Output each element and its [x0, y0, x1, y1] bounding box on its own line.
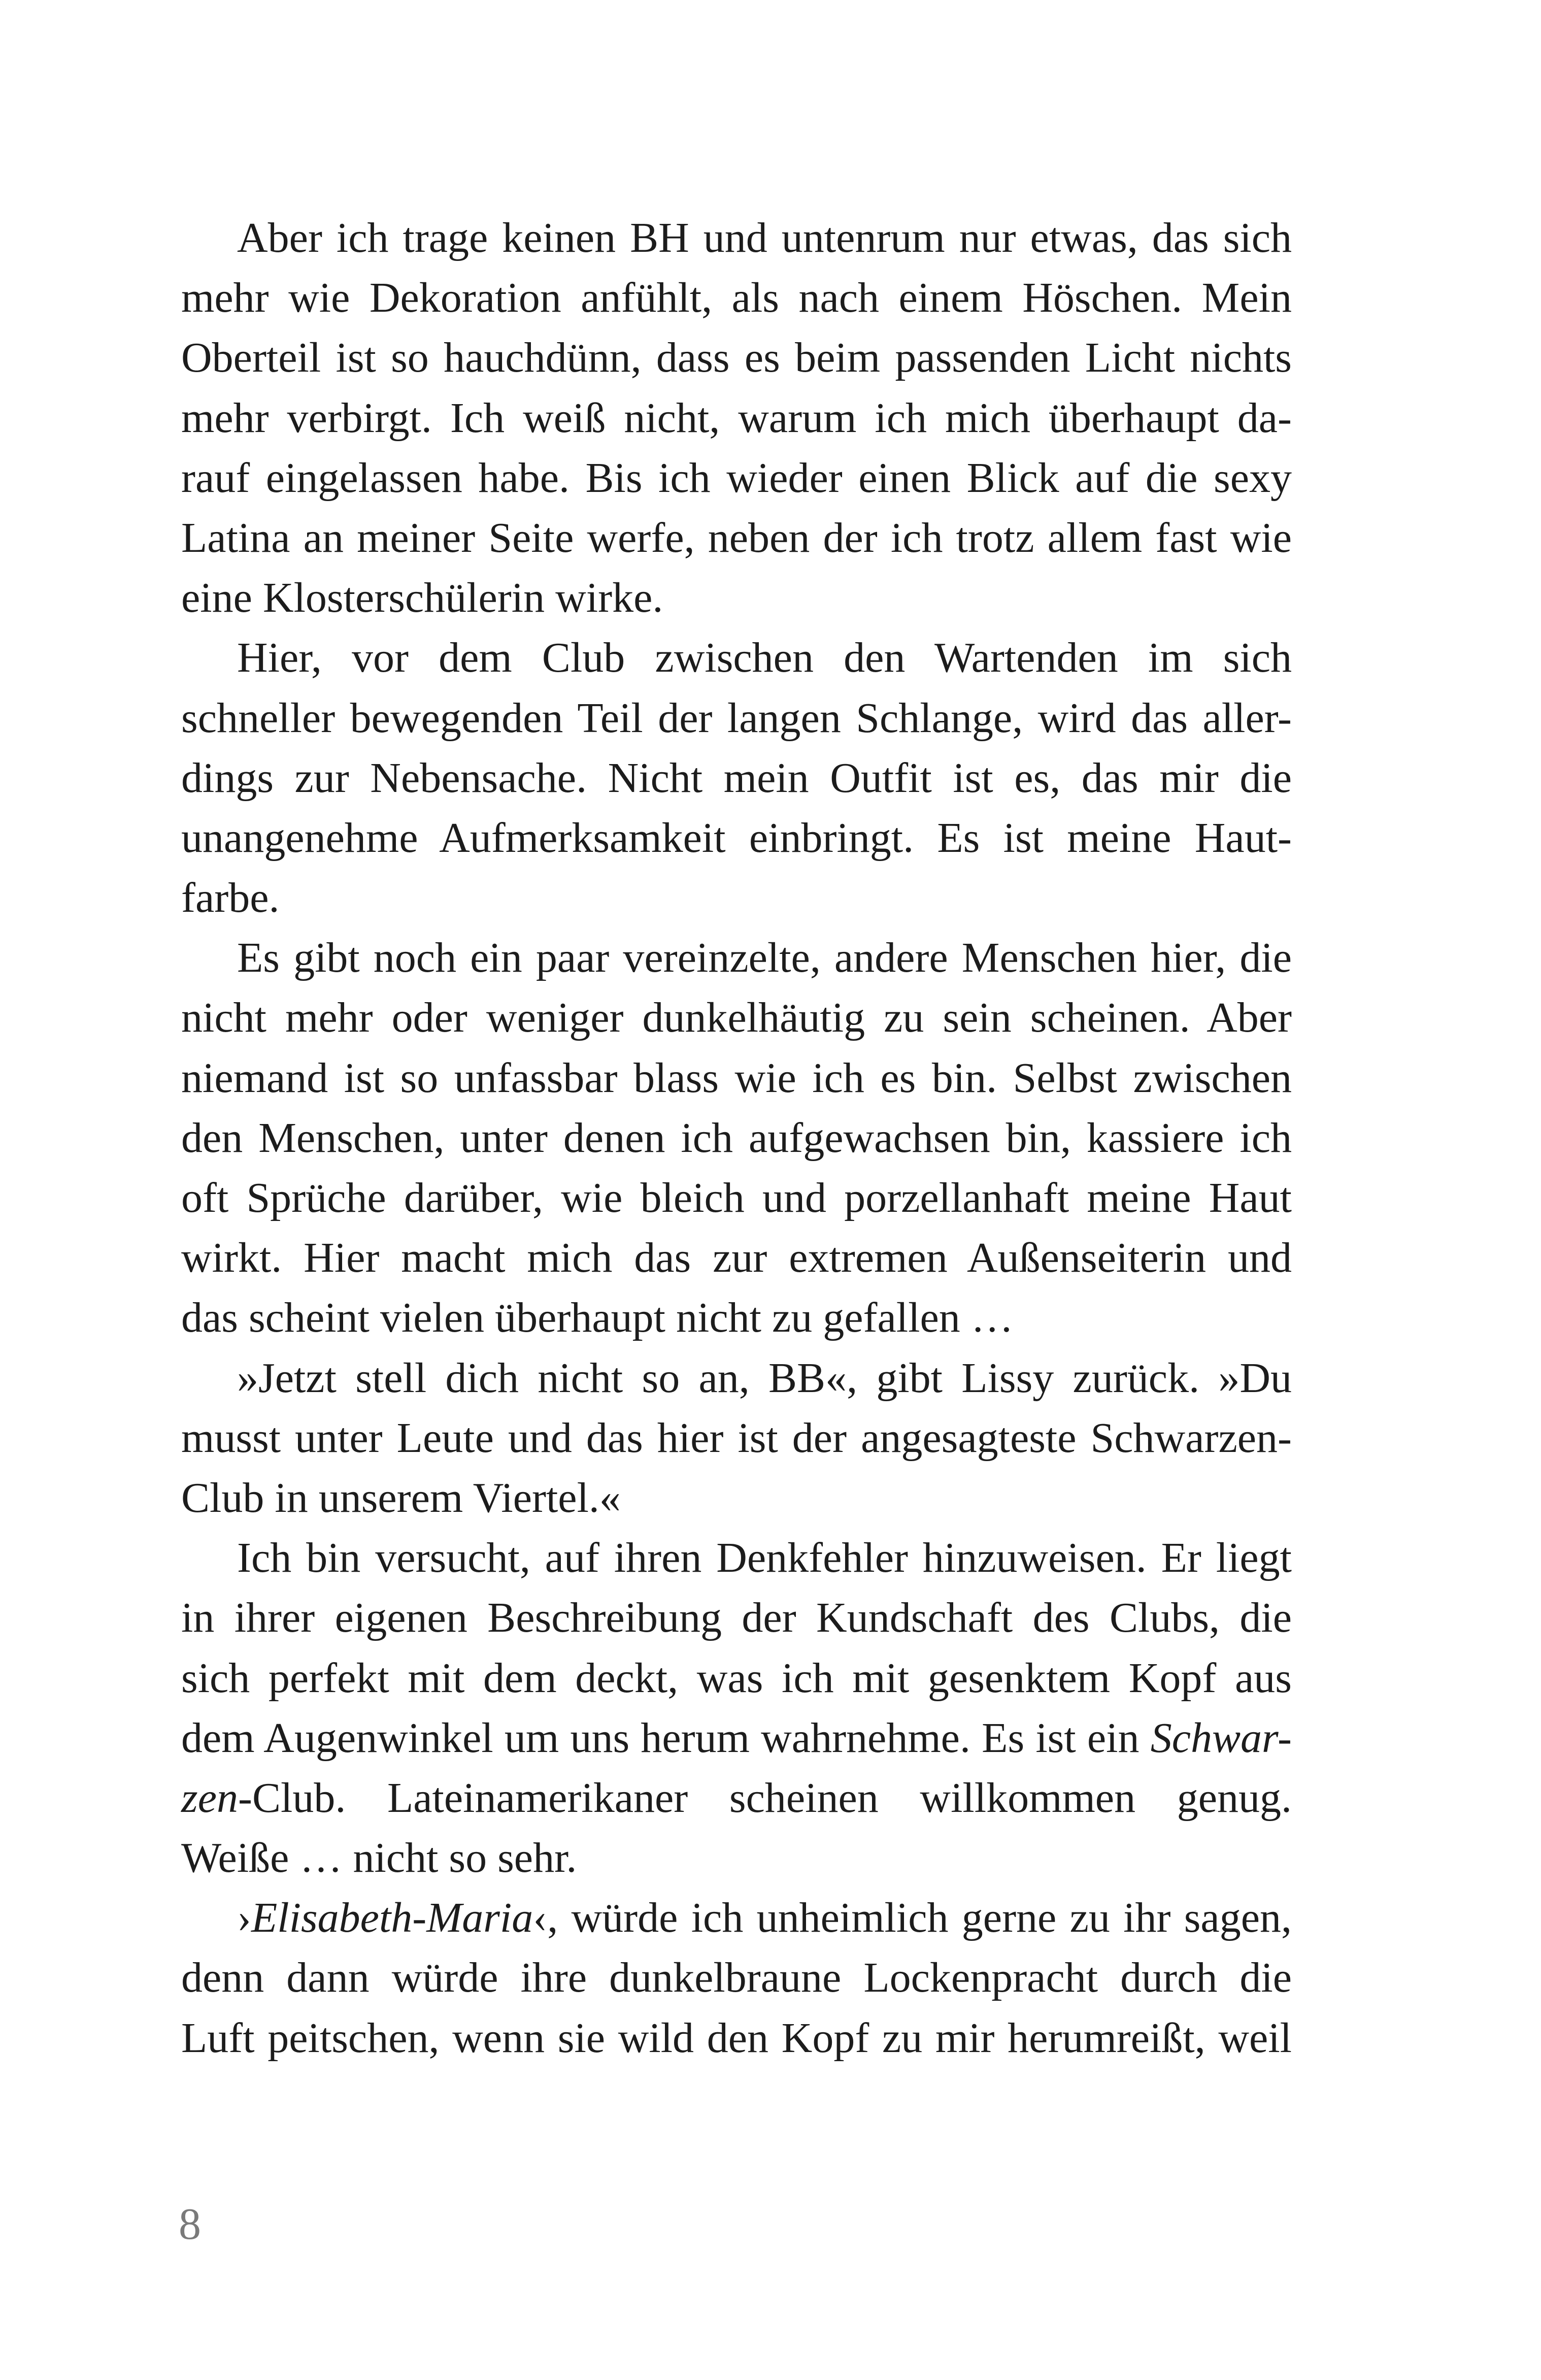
text-line: [181, 688, 1292, 748]
text-line: [181, 1108, 1292, 1168]
text-line: [181, 388, 1292, 448]
text-line: [181, 568, 1292, 628]
text-line: [181, 328, 1292, 388]
text-line: [181, 748, 1292, 808]
italic-text: Schwar-: [1150, 1714, 1292, 1762]
text-line: [181, 1648, 1292, 1708]
text-line: [181, 808, 1292, 868]
text-run: nicht mehr oder weniger dunkelhäutig zu sein scheinen. Aber: [181, 994, 1292, 1042]
text-line: [181, 1528, 1292, 1588]
text-line: [181, 628, 1292, 688]
text-run: wirkt. Hier macht mich das zur extremen Außenseiterin und: [181, 1234, 1292, 1282]
text-line: [181, 1948, 1292, 2008]
text-run: eine Klosterschülerin wirke.: [181, 574, 663, 622]
text-run: dings zur Nebensache. Nicht mein Outfit ist es, das mir die: [181, 754, 1292, 802]
text-run: das scheint vielen überhaupt nicht zu gefallen …: [181, 1294, 1014, 1342]
text-line: [181, 1768, 1292, 1828]
text-run: Luft peitschen, wenn sie wild den Kopf zu mir herumreißt, weil: [181, 2014, 1292, 2062]
text-line: [181, 1828, 1292, 1888]
text-line: [181, 1288, 1292, 1348]
text-line: [181, 1348, 1292, 1408]
text-run: oft Sprüche darüber, wie bleich und porzellanhaft meine Haut: [181, 1174, 1292, 1221]
italic-text: Elisabeth-Maria: [251, 1894, 533, 1942]
text-line: [181, 2008, 1292, 2068]
italic-text: zen: [181, 1774, 238, 1822]
text-run: in ihrer eigenen Beschreibung der Kundschaft des Clubs, die: [181, 1594, 1292, 1642]
text-line: [181, 208, 1292, 268]
text-run: »Jetzt stell dich nicht so an, BB«, gibt Lissy zurück. »Du: [237, 1354, 1292, 1402]
text-line: [181, 268, 1292, 328]
text-run: den Menschen, unter denen ich aufgewachsen bin, kassiere ich: [181, 1114, 1292, 1162]
text-run: Aber ich trage keinen BH und untenrum nur etwas, das sich: [237, 214, 1292, 261]
text-line: [181, 1708, 1292, 1768]
text-run: musst unter Leute und das hier ist der angesagteste Schwarzen-: [181, 1414, 1292, 1462]
text-line: [181, 508, 1292, 568]
text-line: [181, 1408, 1292, 1468]
text-run: -Club. Lateinamerikaner scheinen willkommen genug.: [238, 1774, 1292, 1822]
text-run: niemand ist so unfassbar blass wie ich es bin. Selbst zwischen: [181, 1054, 1292, 1102]
text-run: sich perfekt mit dem deckt, was ich mit gesenktem Kopf aus: [181, 1654, 1292, 1702]
text-run: ‹, würde ich unheimlich gerne zu ihr sagen,: [533, 1894, 1292, 1942]
text-run: schneller bewegenden Teil der langen Schlange, wird das aller-: [181, 694, 1292, 742]
text-run: unangenehme Aufmerksamkeit einbringt. Es ist meine Haut-: [181, 814, 1292, 862]
text-run: ›: [237, 1894, 251, 1942]
text-line: [181, 868, 1292, 928]
text-run: Oberteil ist so hauchdünn, dass es beim passenden Licht nichts: [181, 334, 1292, 382]
text-line: [181, 1888, 1292, 1948]
body-text: [181, 208, 1292, 2068]
text-run: mehr wie Dekoration anfühlt, als nach einem Höschen. Mein: [181, 274, 1292, 322]
text-run: denn dann würde ihre dunkelbraune Lockenpracht durch die: [181, 1954, 1292, 2002]
text-run: rauf eingelassen habe. Bis ich wieder einen Blick auf die sexy: [181, 454, 1292, 502]
text-run: Ich bin versucht, auf ihren Denkfehler hinzuweisen. Er liegt: [237, 1534, 1292, 1582]
text-run: Latina an meiner Seite werfe, neben der ich trotz allem fast wie: [181, 514, 1292, 561]
text-line: [181, 1048, 1292, 1108]
text-run: Hier, vor dem Club zwischen den Wartenden im sich: [237, 634, 1292, 682]
text-run: dem Augenwinkel um uns herum wahrnehme. Es ist ein: [181, 1714, 1151, 1762]
text-line: [181, 928, 1292, 988]
text-run: Club in unserem Viertel.«: [181, 1474, 621, 1522]
text-line: [181, 1168, 1292, 1228]
text-run: Weiße … nicht so sehr.: [181, 1834, 577, 1882]
text-run: farbe.: [181, 874, 280, 922]
text-line: [181, 988, 1292, 1048]
page-number: 8: [179, 2200, 201, 2249]
text-line: [181, 448, 1292, 508]
text-run: mehr verbirgt. Ich weiß nicht, warum ich mich überhaupt da-: [181, 394, 1292, 442]
text-run: Es gibt noch ein paar vereinzelte, andere Menschen hier, die: [237, 934, 1292, 982]
text-line: [181, 1468, 1292, 1528]
text-line: [181, 1588, 1292, 1648]
text-line: [181, 1228, 1292, 1288]
